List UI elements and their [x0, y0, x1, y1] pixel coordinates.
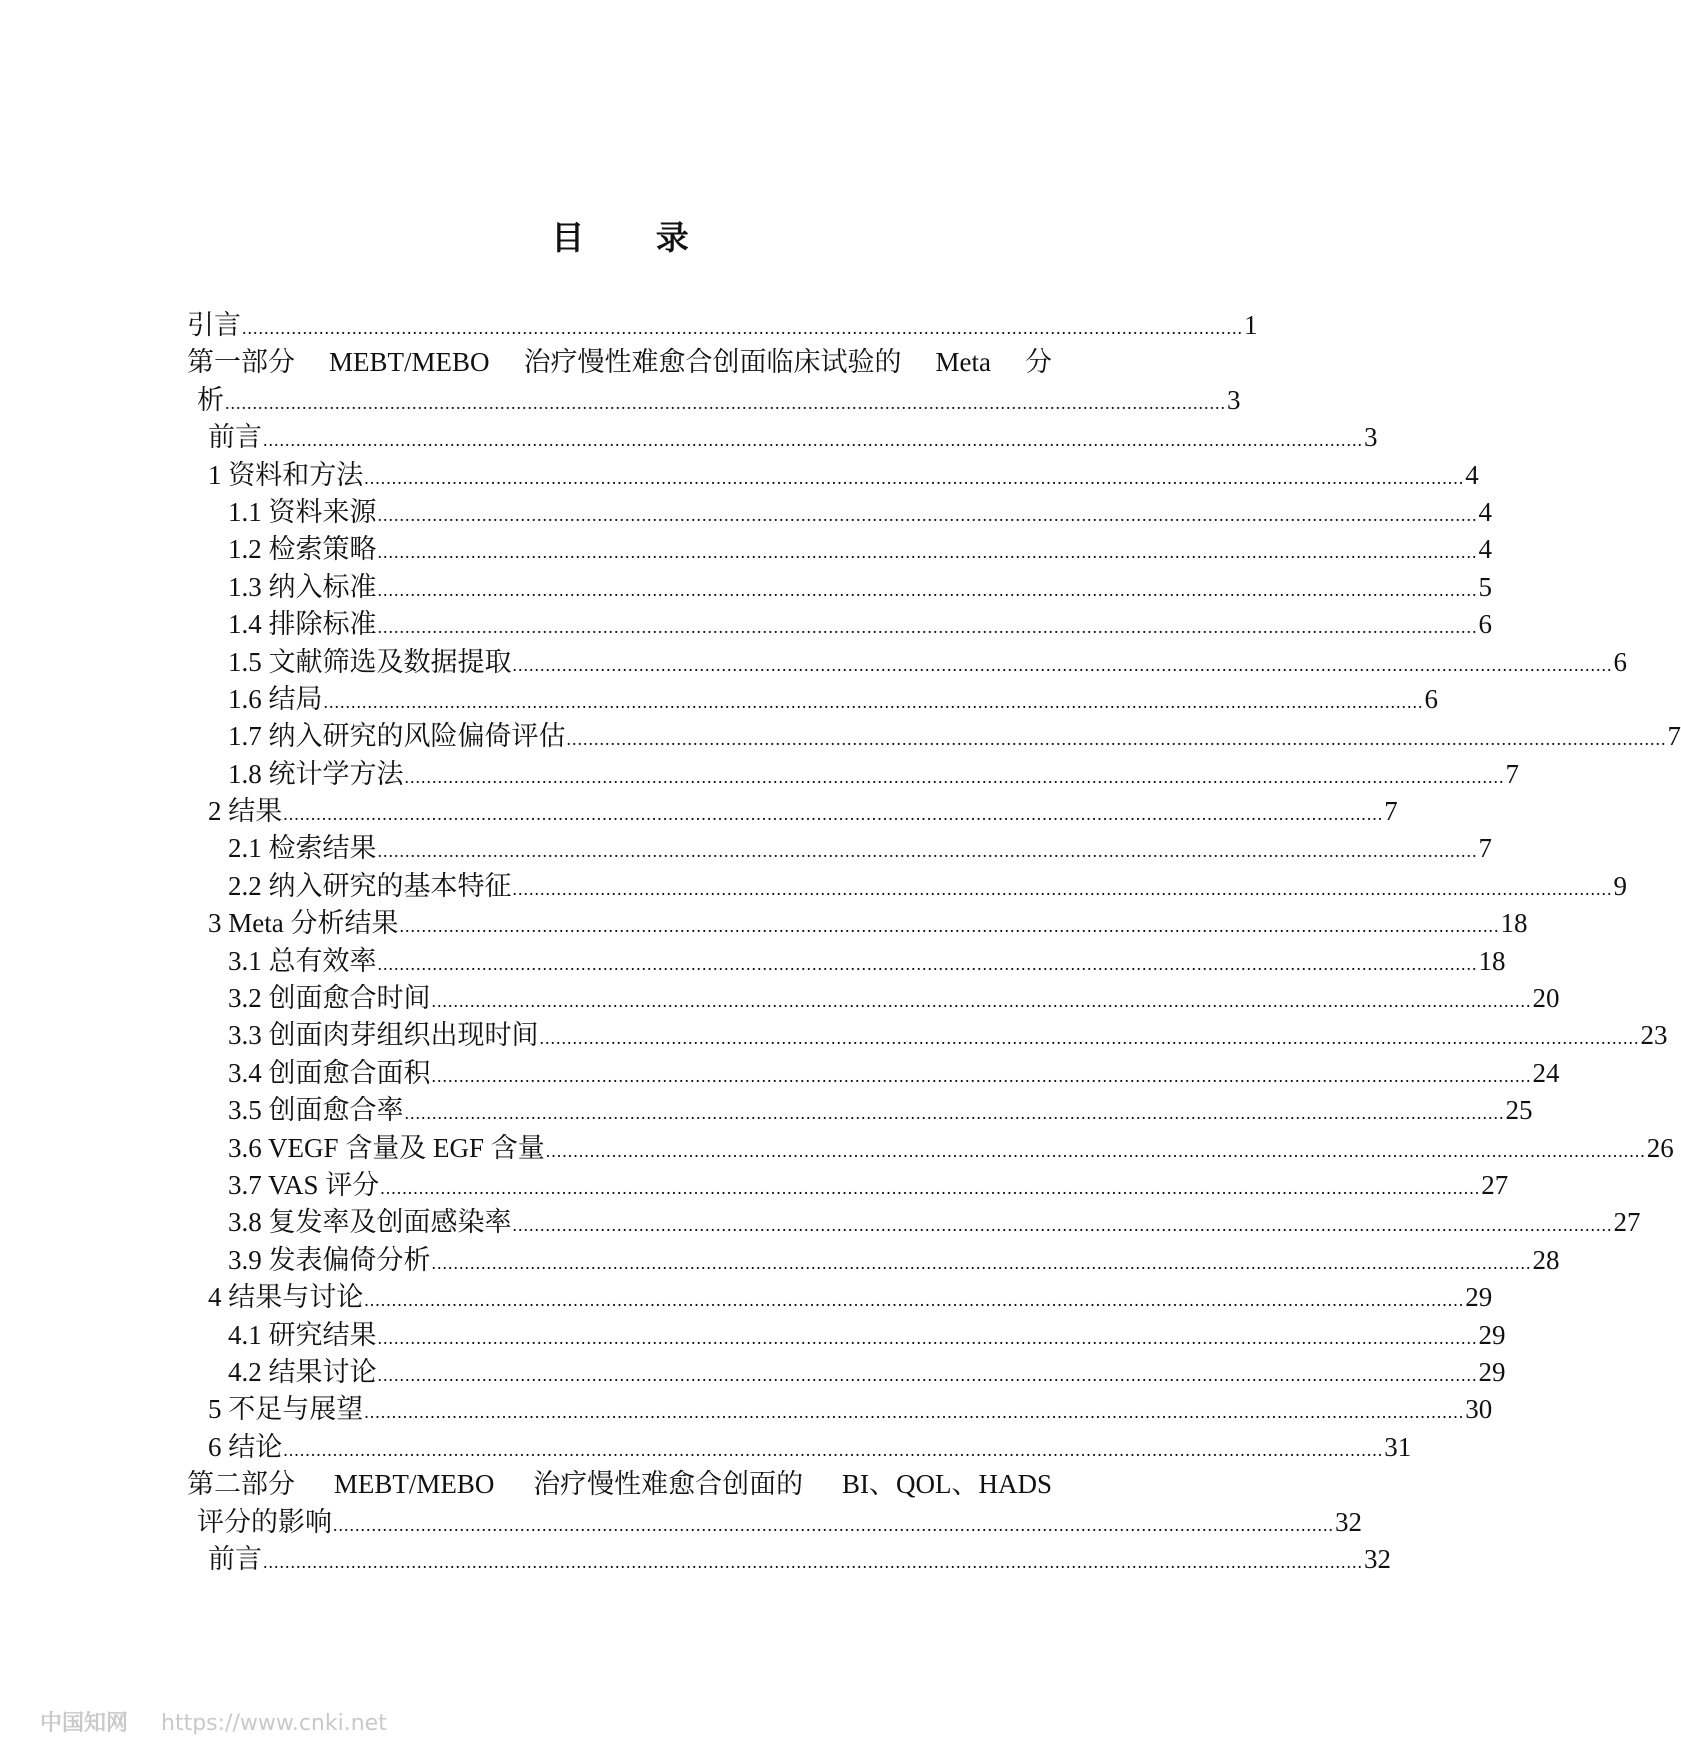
- toc-entry-page: 27: [1613, 1207, 1641, 1238]
- dot-leader: ........................................................................................................................................................................................................: [377, 1364, 1478, 1385]
- toc-entry-label: 引言: [187, 310, 241, 340]
- dot-leader: ........................................................................................................................................................................................................: [512, 654, 1613, 675]
- toc-entry-page: 18: [1500, 908, 1528, 939]
- toc-part1-heading-line: [187, 344, 1052, 381]
- toc-part2-word: MEBT/MEBO: [333, 1469, 495, 1500]
- dot-leader: ........................................................................................................................................................................................................: [380, 1178, 1481, 1198]
- toc-entry-page: 29: [1465, 1282, 1493, 1313]
- dot-leader: ........................................................................................................................................................................................................: [377, 953, 1478, 974]
- toc-entry[interactable]: [187, 943, 1506, 980]
- toc-entry[interactable]: [187, 980, 1560, 1017]
- toc-entry-page: 5: [1478, 571, 1492, 602]
- dot-leader: ........................................................................................................................................................................................................: [364, 1290, 1465, 1311]
- toc-entry-label: 3 Meta 分析结果: [208, 908, 399, 939]
- toc-entry-page: 24: [1532, 1057, 1560, 1088]
- toc-entry-label: 3.8 复发率及创面感染率: [228, 1207, 512, 1238]
- toc-part2-word: BI、QOL、HADS: [841, 1469, 1052, 1500]
- toc-entry-page: 7: [1384, 796, 1398, 827]
- toc-entry-label: 3.1 总有效率: [228, 945, 377, 976]
- toc-entry-page: 27: [1481, 1170, 1509, 1200]
- cnki-watermark: [40, 1706, 387, 1737]
- toc-entry[interactable]: [187, 419, 1378, 456]
- dot-leader: ........................................................................................................................................................................................................: [545, 1140, 1646, 1161]
- dot-leader: ........................................................................................................................................................................................................: [377, 1327, 1478, 1348]
- toc-entry-page: 4: [1478, 496, 1492, 527]
- toc-entry-label: 1.4 排除标准: [228, 609, 377, 640]
- toc-entry[interactable]: [187, 1017, 1668, 1054]
- toc-entry[interactable]: [187, 1167, 1509, 1204]
- toc-entry-label: 1.7 纳入研究的风险偏倚评估: [228, 721, 566, 752]
- dot-leader: ........................................................................................................................................................................................................: [431, 1065, 1532, 1086]
- toc-entry-page: 29: [1478, 1356, 1506, 1387]
- toc-entry-label: 评分的影响: [197, 1506, 332, 1537]
- toc-entry-label: 1.3 纳入标准: [228, 571, 377, 602]
- toc-part2-word: 第二部分: [187, 1469, 295, 1500]
- toc-entry-page: 6: [1478, 609, 1492, 640]
- toc-entry-label: 3.4 创面愈合面积: [228, 1057, 431, 1088]
- dot-leader: ........................................................................................................................................................................................................: [377, 841, 1478, 862]
- toc-entry[interactable]: [187, 1092, 1533, 1129]
- dot-leader: ........................................................................................................................................................................................................: [263, 1551, 1363, 1572]
- toc-entry-label: 析: [197, 384, 224, 415]
- page-title: 目 录: [551, 218, 719, 257]
- toc-entry-page: 32: [1364, 1543, 1391, 1574]
- toc-part1-word: Meta: [935, 347, 991, 378]
- toc-entry[interactable]: [187, 1541, 1391, 1578]
- toc-entry-page: 9: [1613, 870, 1627, 901]
- toc-entry-page: 7: [1478, 833, 1492, 864]
- toc-entry-page: 7: [1667, 721, 1681, 752]
- dot-leader: ........................................................................................................................................................................................................: [283, 1439, 1384, 1460]
- toc-entry-label: 3.7 VAS 评分: [228, 1170, 380, 1200]
- toc-entry[interactable]: [187, 1204, 1641, 1241]
- toc-part1-entries: [187, 419, 1681, 1466]
- dot-leader: ........................................................................................................................................................................................................: [283, 804, 1384, 825]
- toc-entry-label: 前言: [208, 1543, 262, 1574]
- toc-entry[interactable]: [187, 1055, 1560, 1092]
- dot-leader: ......................................................................................................................................................................................: [225, 392, 1226, 413]
- toc-entry[interactable]: [187, 868, 1627, 905]
- toc-entry-label: 1.5 文献筛选及数据提取: [228, 646, 512, 677]
- toc-entry-label: 1.8 统计学方法: [228, 758, 404, 789]
- toc-entry[interactable]: [187, 531, 1492, 568]
- dot-leader: ........................................................................................................................................................................................................: [399, 916, 1500, 937]
- toc-entry-label: 3.2 创面愈合时间: [228, 983, 431, 1014]
- dot-leader: ........................................................................................................................................................................................................: [323, 691, 1424, 712]
- toc-entry-page: 6: [1424, 683, 1438, 714]
- dot-leader: ......................................................................................................................................................................................: [333, 1514, 1334, 1535]
- toc-entry[interactable]: [187, 606, 1492, 643]
- toc-entry-page: 25: [1505, 1095, 1533, 1126]
- toc-entry-page: 20: [1532, 983, 1560, 1014]
- dot-leader: ........................................................................................................................................................................................................: [512, 1215, 1613, 1236]
- dot-leader: ........................................................................................................................................................................................................: [539, 1028, 1640, 1049]
- dot-leader: ......................................................................................................................................................................................: [242, 318, 1243, 338]
- toc-entry-label: 4.2 结果讨论: [228, 1356, 377, 1387]
- table-of-contents: [187, 307, 1681, 1578]
- toc-entry[interactable]: [187, 1354, 1506, 1391]
- toc-entry-label: 前言: [208, 422, 262, 453]
- toc-entry-page: 6: [1613, 646, 1627, 677]
- dot-leader: ........................................................................................................................................................................................................: [512, 878, 1613, 899]
- toc-entry-label: 4 结果与讨论: [208, 1282, 364, 1313]
- dot-leader: ........................................................................................................................................................................................................: [377, 579, 1478, 600]
- toc-part2-heading-line: [187, 1466, 1052, 1503]
- toc-entry-label: 1.2 检索策略: [228, 534, 377, 565]
- toc-entry-page: 26: [1646, 1132, 1674, 1163]
- toc-entry[interactable]: [187, 681, 1438, 718]
- toc-entry-part2[interactable]: [187, 1466, 1362, 1541]
- toc-entry-label: 1.1 资料来源: [228, 496, 377, 527]
- toc-entry-page: 18: [1478, 945, 1506, 976]
- toc-entry-page: 23: [1640, 1020, 1668, 1051]
- toc-entry-label: 2.2 纳入研究的基本特征: [228, 870, 512, 901]
- toc-entry[interactable]: [187, 1242, 1560, 1279]
- toc-entry[interactable]: [187, 494, 1492, 531]
- toc-entry-page: 3: [1227, 384, 1241, 415]
- toc-entry[interactable]: [187, 793, 1398, 830]
- toc-entry-label: 6 结论: [208, 1431, 283, 1462]
- toc-entry-page: 31: [1384, 1431, 1412, 1462]
- toc-entry-page: 28: [1532, 1244, 1560, 1275]
- toc-entry[interactable]: [187, 569, 1492, 606]
- toc-entry-label: 2 结果: [208, 796, 283, 827]
- dot-leader: ........................................................................................................................................................................................................: [431, 1252, 1532, 1273]
- dot-leader: ........................................................................................................................................................................................................: [566, 729, 1667, 750]
- toc-entry[interactable]: [187, 1317, 1506, 1354]
- cnki-url: https://www.cnki.net: [161, 1711, 387, 1736]
- toc-entry-label: 5 不足与展望: [208, 1394, 364, 1425]
- toc-entry[interactable]: [187, 457, 1479, 494]
- toc-entry-intro[interactable]: [187, 307, 1258, 344]
- toc-entry-label: 3.5 创面愈合率: [228, 1095, 404, 1126]
- toc-entry[interactable]: [187, 1429, 1412, 1466]
- toc-entry-label: 1 资料和方法: [208, 459, 364, 490]
- toc-entry-page: 1: [1244, 310, 1258, 340]
- toc-entry-page: 4: [1478, 534, 1492, 565]
- toc-entry-label: 3.9 发表偏倚分析: [228, 1244, 431, 1275]
- dot-leader: ........................................................................................................................................................................................................: [263, 430, 1363, 451]
- toc-part1-word: 分: [1025, 347, 1052, 378]
- toc-entry-part1[interactable]: [187, 344, 1241, 419]
- toc-entry-label: 2.1 检索结果: [228, 833, 377, 864]
- dot-leader: ........................................................................................................................................................................................................: [431, 991, 1532, 1012]
- toc-entry[interactable]: [187, 830, 1492, 867]
- toc-entry[interactable]: [187, 1279, 1493, 1316]
- dot-leader: ........................................................................................................................................................................................................: [377, 617, 1478, 638]
- toc-entry-label: 1.6 结局: [228, 683, 323, 714]
- toc-entry-page: 32: [1335, 1506, 1362, 1537]
- dot-leader: ........................................................................................................................................................................................................: [377, 542, 1478, 563]
- dot-leader: ........................................................................................................................................................................................................: [364, 467, 1465, 488]
- toc-entry[interactable]: [187, 756, 1519, 793]
- dot-leader: ........................................................................................................................................................................................................: [404, 766, 1505, 787]
- toc-entry-page: 3: [1364, 422, 1378, 453]
- toc-part2-entries: [187, 1541, 1391, 1578]
- toc-entry[interactable]: [187, 718, 1681, 755]
- toc-entry-page: 29: [1478, 1319, 1506, 1350]
- toc-entry-label: 4.1 研究结果: [228, 1319, 377, 1350]
- dot-leader: ........................................................................................................................................................................................................: [377, 504, 1478, 525]
- toc-part1-word: 治疗慢性难愈合创面临床试验的: [523, 347, 902, 378]
- toc-part1-word: MEBT/MEBO: [329, 347, 490, 378]
- toc-entry-page: 30: [1465, 1394, 1493, 1425]
- toc-entry-page: 7: [1505, 758, 1519, 789]
- dot-leader: ........................................................................................................................................................................................................: [364, 1402, 1465, 1423]
- toc-entry[interactable]: [187, 644, 1627, 681]
- toc-entry-label: 3.3 创面肉芽组织出现时间: [228, 1020, 539, 1051]
- toc-entry[interactable]: [187, 1391, 1493, 1428]
- toc-entry[interactable]: [187, 905, 1528, 942]
- cnki-logo: 中国知网: [40, 1711, 129, 1736]
- toc-entry-page: 4: [1465, 459, 1479, 490]
- dot-leader: ........................................................................................................................................................................................................: [404, 1103, 1505, 1124]
- toc-entry-label: 3.6 VEGF 含量及 EGF 含量: [228, 1132, 545, 1163]
- toc-part2-word: 治疗慢性难愈合创面的: [533, 1469, 804, 1500]
- toc-part1-word: 第一部分: [187, 347, 295, 378]
- toc-entry[interactable]: [187, 1130, 1674, 1167]
